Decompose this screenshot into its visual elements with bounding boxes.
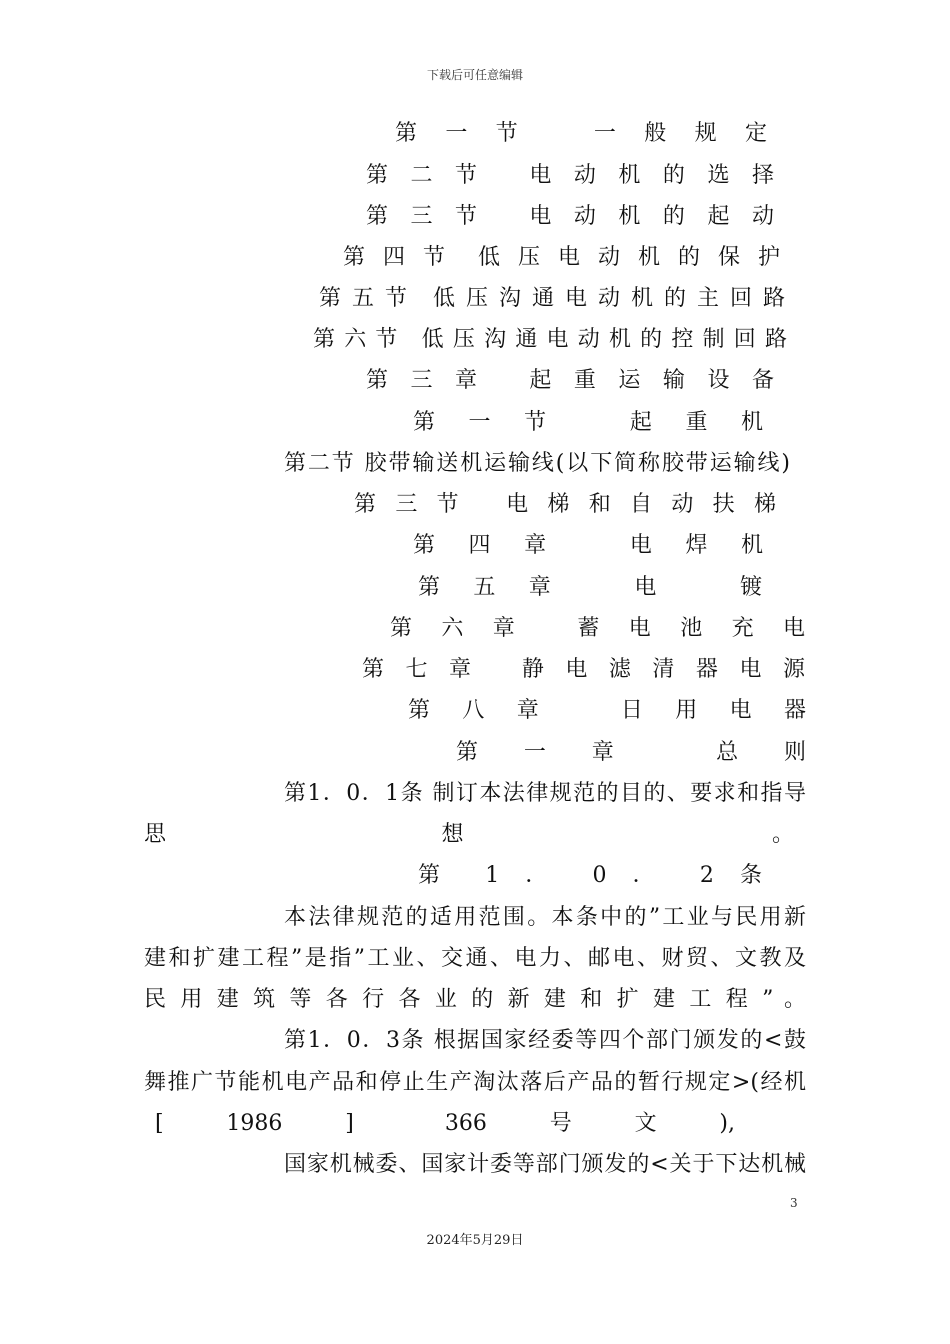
body-line-8: 舞推广节能机电产品和停止生产淘汰落后产品的暂行规定>(经机 <box>144 1070 806 1095</box>
body-line-4: 本法律规范的适用范围。本条中的”工业与民用新 <box>284 905 806 930</box>
toc-line-13: 第 六 章 蓄 电 池 充 电 <box>390 616 805 641</box>
chapter-heading: 第 一 章 总 则 <box>456 740 806 765</box>
page-header: 下载后可任意编辑 <box>426 68 523 82</box>
toc-line-12: 第 五 章 电 镀 <box>418 575 762 600</box>
body-line-10: 国家机械委、国家计委等部门颁发的<关于下达机械 <box>284 1152 806 1177</box>
toc-line-9: 第二节 胶带输送机运输线(以下简称胶带运输线) <box>284 451 790 476</box>
toc-line-7: 第 三 章 起 重 运 输 设 备 <box>366 368 774 393</box>
body-line-2: 思 想 。 <box>144 822 794 847</box>
page-number: 3 <box>790 1196 798 1210</box>
toc-line-4: 第 四 节 低 压 电 动 机 的 保 护 <box>343 245 780 270</box>
body-line-6: 民 用 建 筑 等 各 行 各 业 的 新 建 和 扩 建 工 程 ” 。 <box>144 987 806 1012</box>
body-line-1: 第1．0．1条 制订本法律规范的目的、要求和指导 <box>284 781 806 806</box>
toc-line-5: 第 五 节 低 压 沟 通 电 动 机 的 主 回 路 <box>319 286 785 311</box>
toc-line-15: 第 八 章 日 用 电 器 <box>408 698 806 723</box>
toc-line-3: 第 三 节 电 动 机 的 起 动 <box>366 204 774 229</box>
body-line-3: 第 1 ． 0 ． 2 条 <box>418 863 762 888</box>
body-line-7: 第1．0．3条 根据国家经委等四个部门颁发的<鼓 <box>284 1028 806 1053</box>
toc-line-6: 第 六 节 低 压 沟 通 电 动 机 的 控 制 回 路 <box>313 327 787 352</box>
toc-line-10: 第 三 节 电 梯 和 自 动 扶 梯 <box>354 492 776 517</box>
body-line-9: [ 1986 ] 366 号 文 ), <box>155 1111 735 1136</box>
toc-line-1: 第 一 节 一 般 规 定 <box>395 121 767 146</box>
toc-line-8: 第 一 节 起 重 机 <box>413 410 763 435</box>
toc-line-14: 第 七 章 静 电 滤 清 器 电 源 <box>362 657 805 682</box>
toc-line-11: 第 四 章 电 焊 机 <box>413 533 763 558</box>
body-line-5: 建和扩建工程”是指”工业、交通、电力、邮电、财贸、文教及 <box>144 946 806 971</box>
footer-date: 2024年5月29日 <box>426 1233 524 1248</box>
toc-line-2: 第 二 节 电 动 机 的 选 择 <box>366 163 774 188</box>
